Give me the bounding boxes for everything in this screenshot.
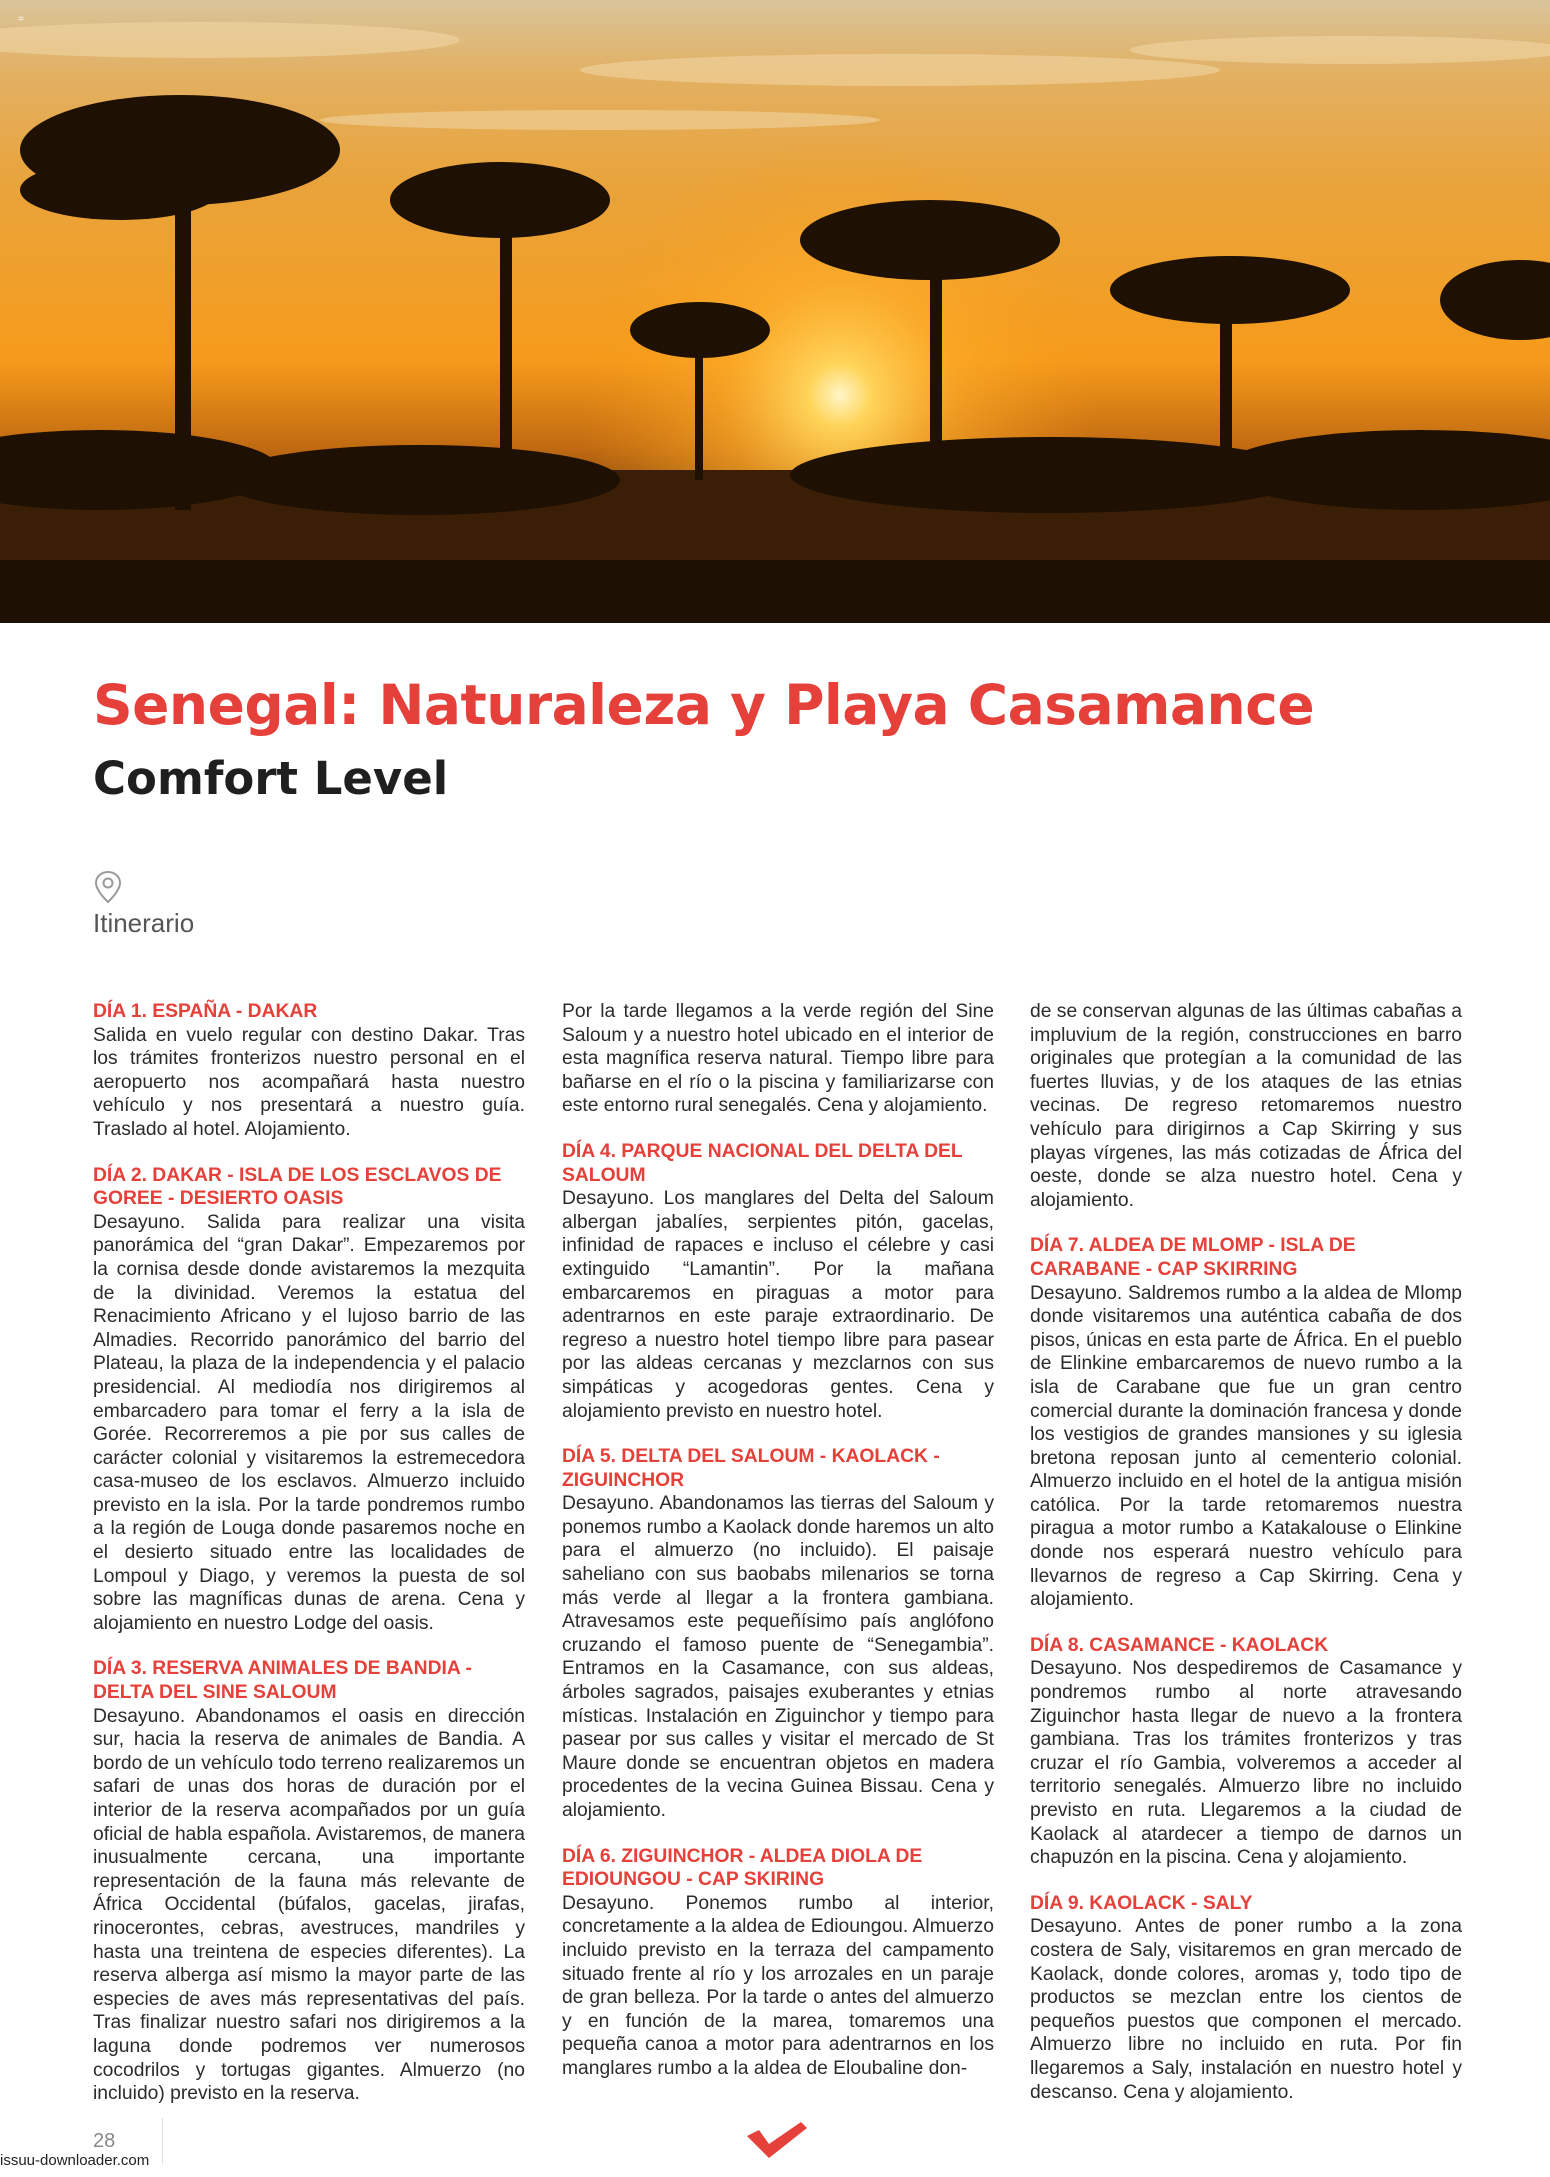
corner-mark: = (18, 14, 24, 25)
day-text: Desayuno. Antes de poner rumbo a la zona costera de Saly, visitaremos en gran mercado de Kaolack, donde colores, aromas y, todo tipo de productos se mezclan entre los cientos de pequeños puestos que componen el mercado. Almuerzo libre no incluido en ruta. Por fin llegaremos a Saly, instalación en nuestro hotel y descanso. Cena y alojamiento. (1030, 1916, 1462, 2103)
page-number: 28 (93, 2130, 116, 2152)
itinerary-column-3 (1030, 1000, 1462, 2126)
day-text: Por la tarde llegamos a la verde región del Sine Saloum y a nuestro hotel ubicado en el interior de esta magnífica reserva natural. Tiempo libre para bañarse en el río o la piscina y familiarizarse con este entorno rural senegalés. Cena y alojamiento. (562, 1001, 994, 1117)
location-pin-icon (93, 870, 123, 904)
day-heading: DÍA 8. CASAMANCE - KAOLACK (1030, 1634, 1329, 1656)
hero-image (0, 0, 1550, 623)
footer-divider (162, 2118, 163, 2164)
day-text: de se conservan algunas de las últimas cabañas a impluvium de la región, construcciones en barro originales que protegían a la comunidad de las fuertes lluvias, y de los ataques de las etnias vecinas. De regreso retomaremos nuestro vehículo para dirigirnos a Cap Skirring y sus playas vírgenes, las más cotizadas de África del oeste, donde se alza nuestro hotel. Cena y alojamiento. (1030, 1001, 1462, 1211)
day-heading: DÍA 3. RESERVA ANIMALES DE BANDIA - DELTA DEL SINE SALOUM (93, 1658, 472, 1704)
day-heading: DÍA 1. ESPAÑA - DAKAR (93, 1001, 318, 1022)
itinerary-column-2 (562, 1000, 994, 2103)
day-text: Desayuno. Ponemos rumbo al interior, concretamente a la aldea de Edioungou. Almuerzo incluido previsto en la terraza del campamento situado frente al río y los arrozales en un paraje de gran belleza. Por la tarde o antes del almuerzo y en función de la marea, tomaremos una pequeña canoa a motor para adentrarnos en los manglares rumbo a la aldea de Eloubaline don- (562, 1892, 994, 2079)
brand-logo-icon (745, 2118, 809, 2160)
page-title: Senegal: Naturaleza y Playa Casamance (93, 673, 1315, 737)
day-text: Salida en vuelo regular con destino Dakar. Tras los trámites fronterizos nuestro personal en el aeropuerto nos acompañará hasta nuestro vehículo y nos presentará a nuestro guía. Traslado al hotel. Alojamiento. (93, 1024, 525, 1140)
day-text: Desayuno. Los manglares del Delta del Saloum albergan jabalíes, serpientes pitón, gacelas, infinidad de rapaces e incluso el célebre y casi extinguido “Lamantin”. Por la mañana embarcaremos en piraguas a motor para adentrarnos en este paraje extraordinario. De regreso a nuestro hotel tiempo libre para pasear por las aldeas cercanas y mezclarnos con sus simpáticas y acogedoras gentes. Cena y alojamiento previsto en nuestro hotel. (562, 1188, 994, 1422)
day-text: Desayuno. Saldremos rumbo a la aldea de Mlomp donde visitaremos una auténtica cabaña de dos pisos, únicas en esta parte de África. En el pueblo de Elinkine embarcaremos de nuevo rumbo a la isla de Carabane que fue un gran centro comercial durante la dominación francesa y donde los vestigios de grandes mansiones y su iglesia bretona reposan junto al cementerio colonial. Almuerzo incluido en el hotel de la antigua misión católica. Por la tarde retomaremos nuestra piragua a motor rumbo a Katakalouse o Elinkine donde nos esperará nuestro vehículo para llevarnos de regreso a Cap Skirring. Cena y alojamiento. (1030, 1282, 1462, 1611)
day-text: Desayuno. Abandonamos el oasis en dirección sur, hacia la reserva de animales de Bandia. A bordo de un vehículo todo terreno realizaremos un safari de unas dos horas de duración por el interior de la reserva acompañados por un guía oficial de habla española. Avistaremos, de manera inusualmente cercana, una importante representación de la fauna más relevante de África Occidental (búfalos, gacelas, jirafas, rinocerontes, cebras, avestruces, mandriles y hasta una treintena de especies diferentes). La reserva alberga así mismo la mayor parte de las especies de aves más representativas del país. Tras finalizar nuestro safari nos dirigiremos a la laguna donde podremos ver numerosos cocodrilos y tortugas gigantes. Almuerzo (no incluido) previsto en la reserva. (93, 1705, 525, 2105)
day-heading: DÍA 4. PARQUE NACIONAL DEL DELTA DEL SALOUM (562, 1140, 963, 1186)
day-heading: DÍA 6. ZIGUINCHOR - ALDEA DIOLA DE EDIOUNGOU - CAP SKIRING (562, 1845, 923, 1891)
day-heading: DÍA 5. DELTA DEL SALOUM - KAOLACK - ZIGUINCHOR (562, 1446, 940, 1491)
day-heading: DÍA 2. DAKAR - ISLA DE LOS ESCLAVOS DE GOREE - DESIERTO OASIS (93, 1164, 502, 1210)
day-text: Desayuno. Abandonamos las tierras del Saloum y ponemos rumbo a Kaolack donde haremos un alto para el almuerzo (no incluido). El paisaje saheliano con sus baobabs milenarios se torna más verde al llegar a la frontera gambiana. Atravesamos este pequeñísimo país anglófono cruzando el famoso puente de “Senegambia”. Entramos en la Casamance, con sus aldeas, árboles sagrados, paisajes exuberantes y etnias místicas. Instalación en Ziguinchor y tiempo para pasear por sus calles y visitar el mercado de St Maure donde se encuentran objetos en madera procedentes de la vecina Guinea Bissau. Cena y alojamiento. (562, 1493, 994, 1821)
day-text: Desayuno. Nos despediremos de Casamance y pondremos rumbo al norte atravesando Ziguinchor hasta llegar de nuevo a la frontera gambiana. Tras los trámites fronterizos y tras cruzar el río Gambia, volveremos a acceder al territorio senegalés. Almuerzo libre no incluido previsto en ruta. Llegaremos a la ciudad de Kaolack al atardecer a tiempo de darnos un chapuzón en la piscina. Cena y alojamiento. (1030, 1658, 1462, 1869)
day-heading: DÍA 9. KAOLACK - SALY (1030, 1892, 1253, 1914)
day-text: Desayuno. Salida para realizar una visita panorámica del “gran Dakar”. Empezaremos por la cornisa desde donde avistaremos la mezquita de la divinidad. Veremos la estatua del Renacimiento Africano y el lujoso barrio de las Almadies. Recorrido panorámico del barrio del Plateau, la plaza de la independencia y el palacio presidencial. Al mediodía nos dirigiremos al embarcadero para tomar el ferry a la isla de Gorée. Recorreremos a pie por sus calles de carácter colonial y visitaremos la estremecedora casa-museo de los esclavos. Almuerzo incluido previsto en la isla. Por la tarde pondremos rumbo a la región de Louga donde pasaremos noche en el desierto situado entre las localidades de Lompoul y Diago, y veremos la puesta de sol sobre las magníficas dunas de arena. Cena y alojamiento en nuestro Lodge del oasis. (93, 1211, 525, 1634)
watermark: issuu-downloader.com (0, 2152, 150, 2169)
itinerary-column-1 (93, 1000, 525, 2128)
day-heading: DÍA 7. ALDEA DE MLOMP - ISLA DE CARABANE - CAP SKIRRING (1030, 1235, 1356, 1280)
itinerary-label: Itinerario (93, 908, 195, 938)
page-subtitle: Comfort Level (93, 752, 449, 805)
